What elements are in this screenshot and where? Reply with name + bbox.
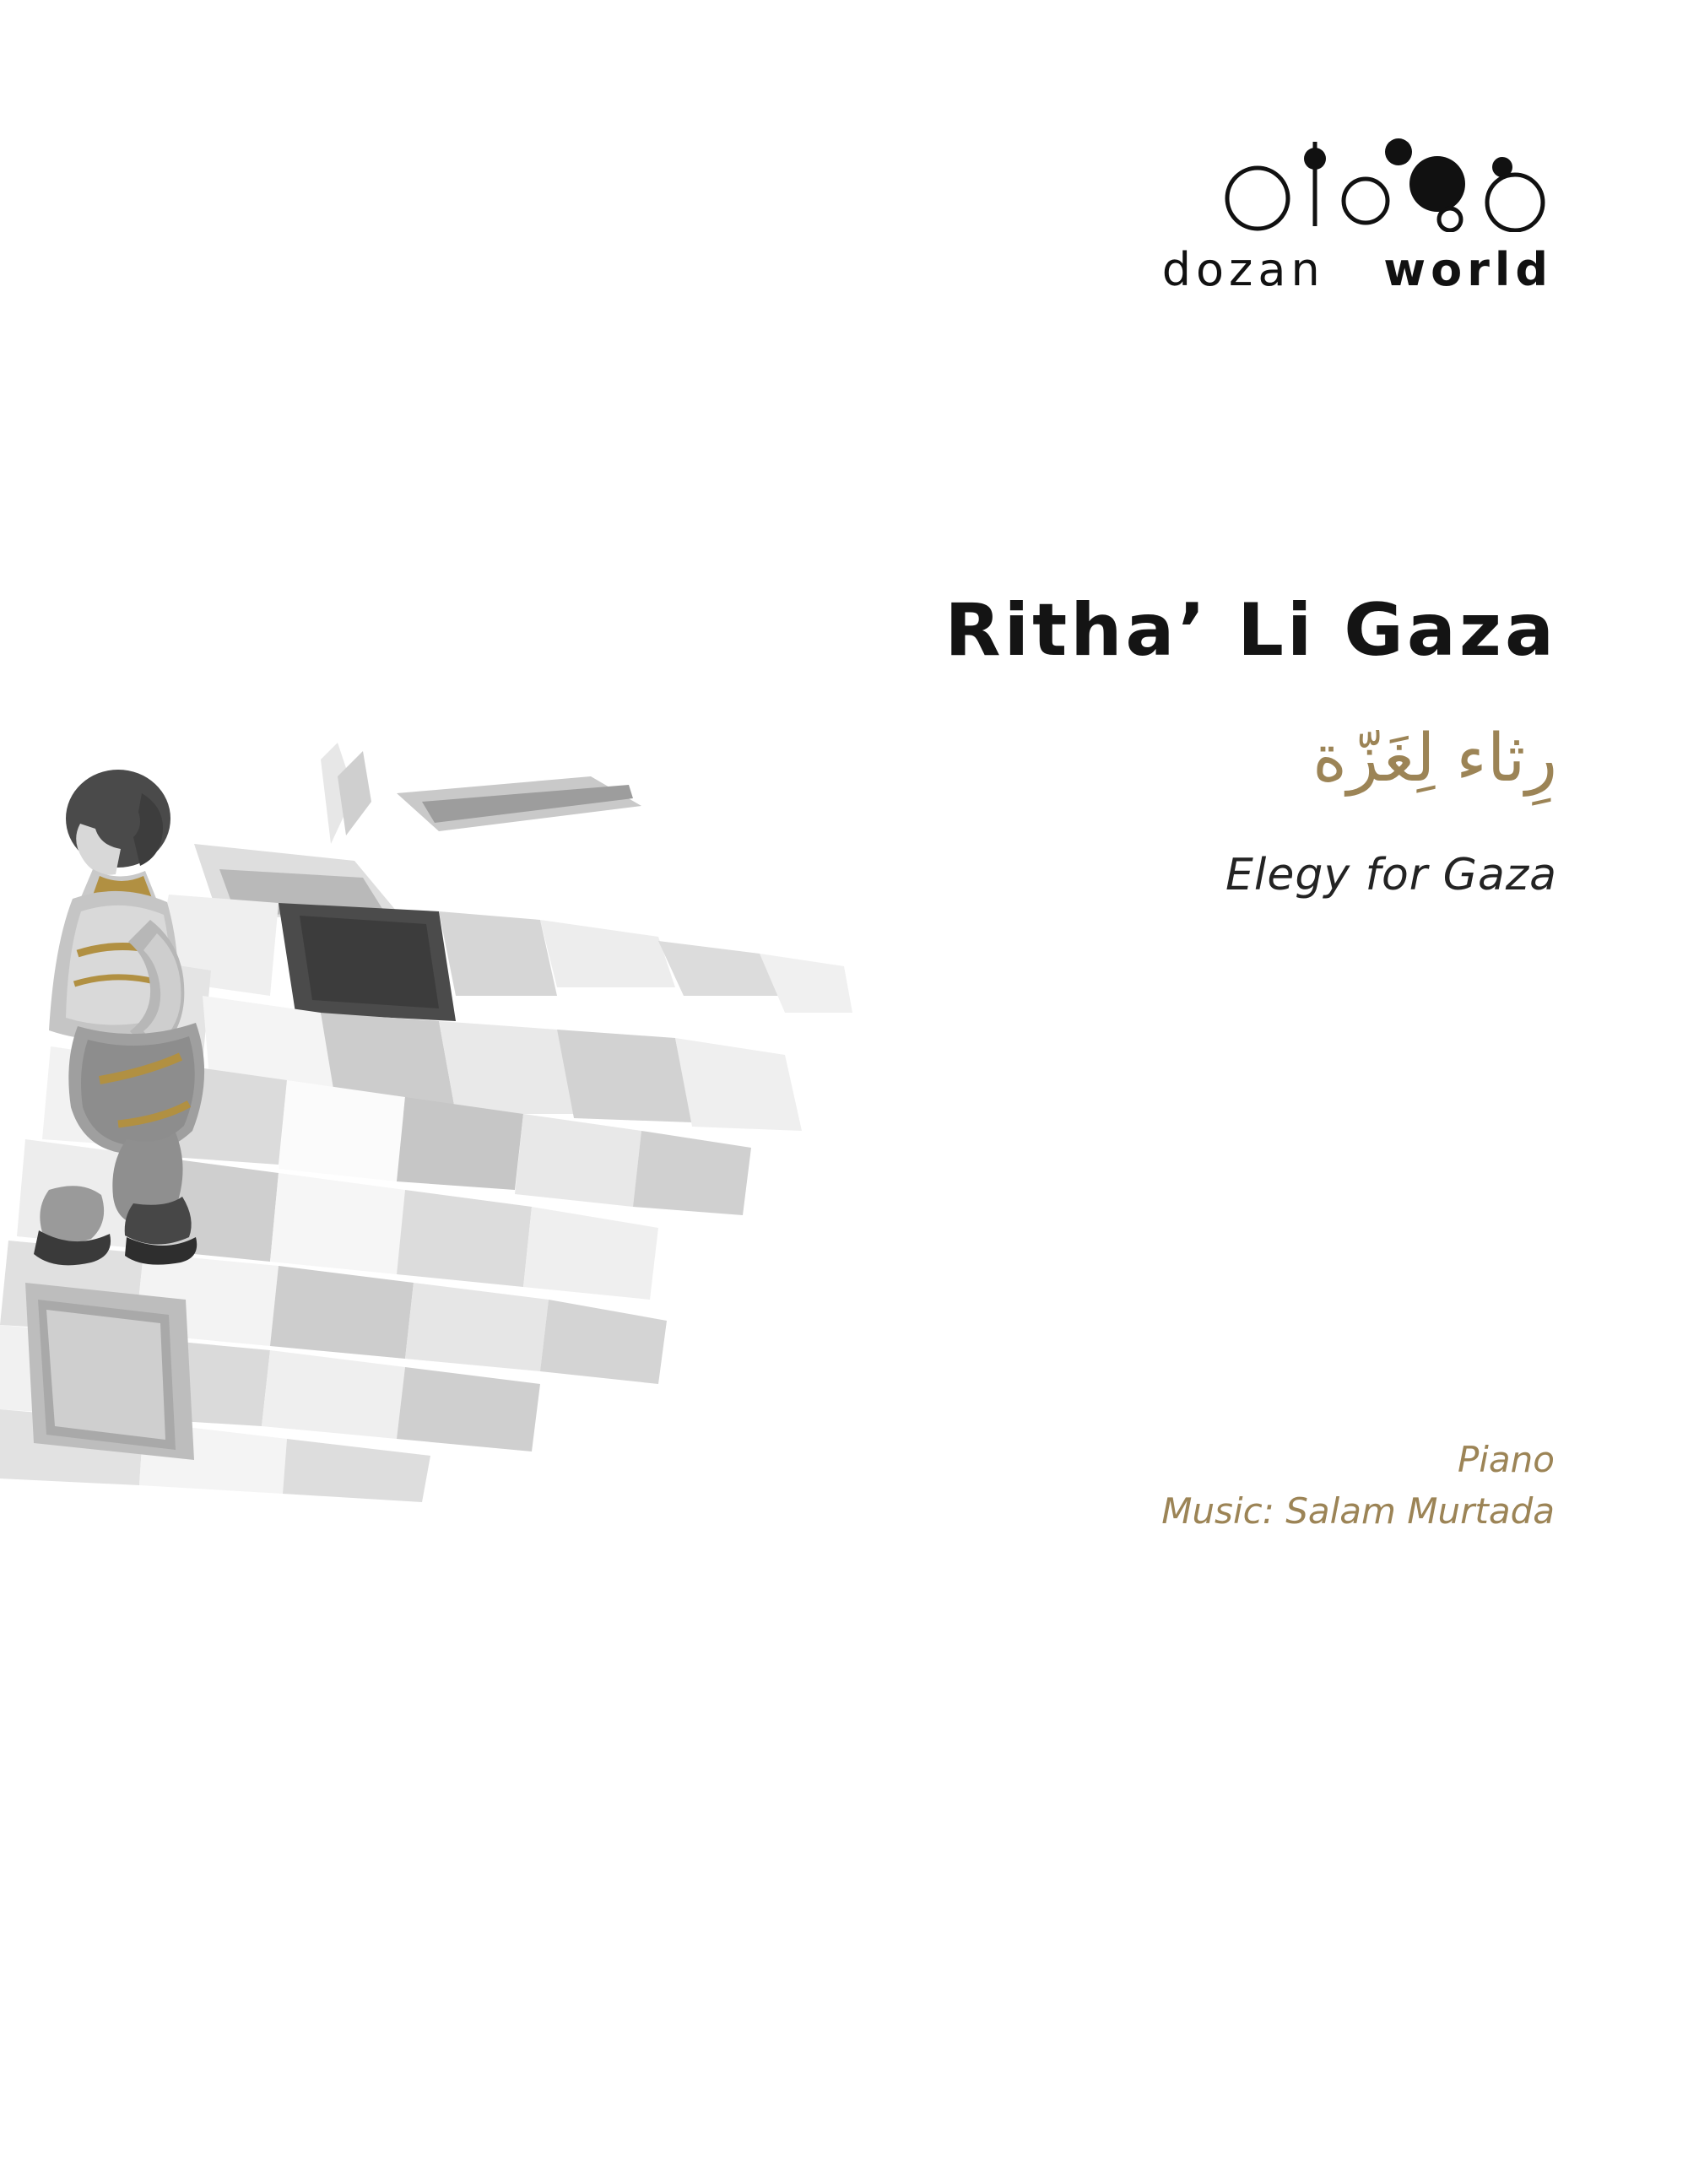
page-title: Ritha’ Li Gaza (944, 588, 1557, 673)
instrument-label: Piano (1457, 1439, 1555, 1480)
arabic-title: رِثاء لِغَزّة (1312, 720, 1557, 797)
brand-logo (1156, 127, 1553, 296)
brand-word-dozan: dozan (1161, 243, 1325, 296)
brand-word-world: world (1383, 243, 1553, 296)
brand-wordmark (1156, 243, 1553, 296)
cover-artwork (0, 743, 895, 1527)
boy-sitting-on-rubble-illustration (0, 743, 895, 1527)
subtitle: Elegy for Gaza (1225, 849, 1557, 900)
composer-label: Music: Salam Murtada (1161, 1489, 1555, 1532)
dozan-dots-logo-icon (1224, 127, 1553, 232)
